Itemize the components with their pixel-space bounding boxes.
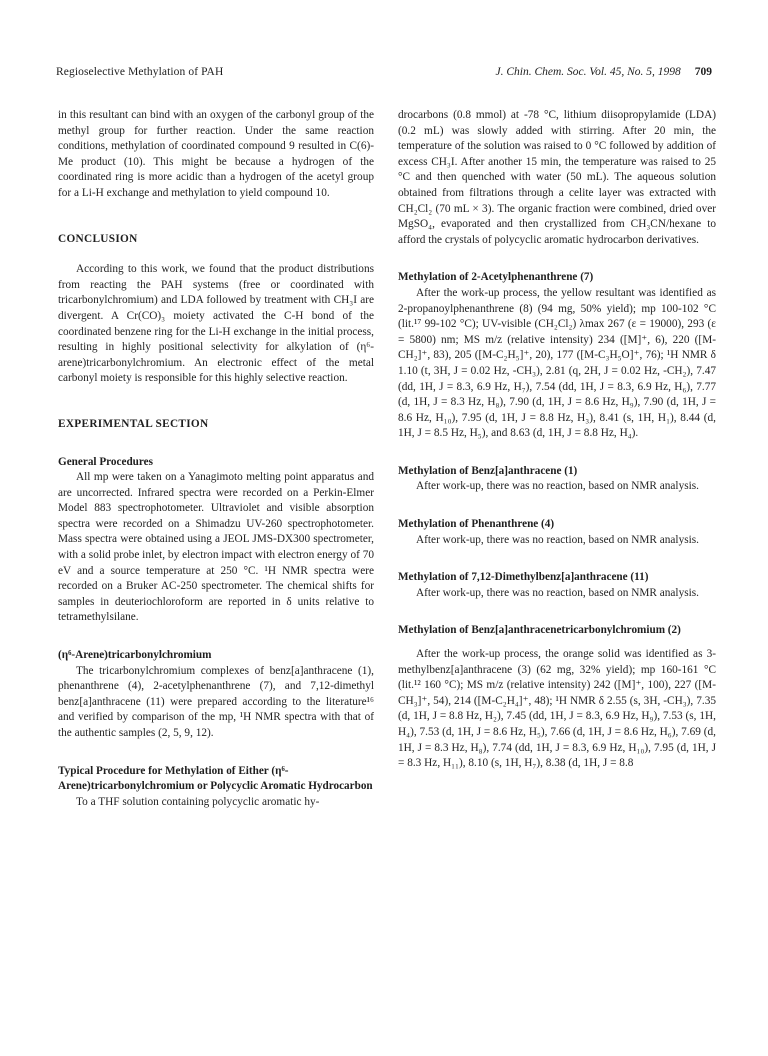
benzanthracene-heading: Methylation of Benz[a]anthracene (1) [398,464,578,477]
continued-paragraph: in this resultant can bind with an oxygen of the carbonyl group of the methyl group for further reaction. Under the same reaction conditions, methylation of coordinated compound 9 resulted in C(6)-Me product (10). This might be because a hydrogen of the coordinated ring is more acidic than a hydrogen of the acetyl group for a Li-H exchange and methylation to yield compound 10. [58,109,374,199]
left-column [58,108,374,810]
journal-citation [495,66,712,78]
typical-procedure-paragraph: To a THF solution containing polycyclic aromatic hy- [76,795,320,808]
general-procedures-paragraph: All mp were taken on a Yanagimoto melting point apparatus and are uncorrected. Infrared spectra were recorded on a Perkin-Elmer Model 883 spectrophotometer. Ultraviolet and visible absorption spectra were recorded on a Shimadzu UV-260 spectrophotometer. Mass spectra were obtained using a JEOL JMS-DX300 spectrometer, with a solid probe inlet, by electron impact with electron energy of 70 eV and a source temperature at 250 °C. ¹H NMR spectra were recorded on a Bruker AC-250 spectrometer. The chemical shifts for samples in deuteriochloroform are reported in δ units relative to tetramethylsilane. [58,471,374,624]
benzanthracene-chromium-heading: Methylation of Benz[a]anthracenetricarbonylchromium (2) [398,624,681,637]
experimental-heading: EXPERIMENTAL SECTION [58,417,209,430]
dimethylbenzanthracene-paragraph: After work-up, there was no reaction, based on NMR analysis. [416,586,699,599]
acetylphenanthrene-heading: Methylation of 2-Acetylphenanthrene (7) [398,271,594,284]
benzanthracene-chromium-paragraph: After the work-up process, the orange solid was identified as 3-methylbenz[a]anthracene (3) (62 mg, 32% yield); mp 160-161 °C (lit.¹² 160 °C); MS m/z (relative intensity) 242 ([M]⁺, 100), 227 ([M-CH₃]⁺, 54), 214 ([M-C₂H₄]⁺, 48); ¹H NMR δ 2.55 (s, 3H, -CH₃), 7.35 (d, 1H, J = 8.8 Hz, H₂), 7.45 (dd, 1H, J = 8.3, 6.9 Hz, H₉), 7.53 (s, 1H, H₄), 7.53 (d, 1H, J = 8.6 Hz, H₅), 7.66 (d, 1H, J = 8.6 Hz, H₆), 7.69 (d, 1H, J = 8.3 Hz, H₈), 7.74 (dd, 1H, J = 8.3, 6.9 Hz, H₁₀), 7.95 (d, 1H, J = 8.3 Hz, H₁₁), 8.10 (s, 1H, H₇), 8.38 (d, 1H, J = 8.8 [398,648,716,770]
conclusion-paragraph: According to this work, we found that the product distributions from reacting the PAH systems (free or coordinated with tricarbonylchromium) and LDA followed by treatment with CH₃I are divergent. A Cr(CO)₃ moiety activated the C-H bond of the coordinated benzene ring for the Li-H exchange in the initial process, resulting in highly positional selectivity for alkylation of (η⁶-arene)tricarbonylchromium. An electronic effect of the metal carbonyl moiety is responsible for this highly selective reaction. [58,263,374,385]
general-procedures-heading: General Procedures [58,455,153,468]
page-number: 709 [694,66,712,78]
running-title: Regioselective Methylation of PAH [56,66,224,78]
conclusion-heading: CONCLUSION [58,232,138,245]
typical-procedure-heading: Typical Procedure for Methylation of Either (η⁶-Arene)tricarbonylchromium or Polycyclic Aromatic Hydrocarbon [58,764,373,793]
dimethylbenzanthracene-heading: Methylation of 7,12-Dimethylbenz[a]anthracene (11) [398,571,649,584]
acetylphenanthrene-paragraph: After the work-up process, the yellow resultant was identified as 2-propanoylphenanthrene (8) (94 mg, 50% yield); mp 100-102 °C (lit.¹⁷ 99-102 °C); UV-visible (CH₂Cl₂) λmax 267 (ε = 19000), 293 (ε = 5800) nm; MS m/z (relative intensity) 234 ([M]⁺, 6), 220 ([M-CH₂]⁺, 83), 205 ([M-C₂H₅]⁺, 20), 177 ([M-C₃H₅O]⁺, 76); ¹H NMR δ 1.10 (t, 3H, J = 0.02 Hz, -CH₃), 2.81 (q, 2H, J = 0.02 Hz, -CH₂), 7.47 (dd, 1H, J = 8.3, 6.9 Hz, H₇), 7.54 (dd, 1H, J = 8.3, 6.9 Hz, H₆), 7.77 (d, 1H, J = 8.3 Hz, H₈), 7.90 (d, 1H, J = 8.6 Hz, H₉), 7.90 (d, 1H, J = 8.6 Hz, H₁₀), 7.95 (d, 1H, J = 8.8 Hz, H₃), 8.41 (s, 1H, H₁), 8.44 (d, 1H, J = 8.5 Hz, H₅), and 8.63 (d, 1H, J = 8.8 Hz, H₄). [398,286,716,440]
benzanthracene-paragraph: After work-up, there was no reaction, based on NMR analysis. [416,480,699,493]
arene-complex-heading: (η⁶-Arene)tricarbonylchromium [58,649,212,662]
phenanthrene-heading: Methylation of Phenanthrene (4) [398,518,555,531]
arene-complex-paragraph: The tricarbonylchromium complexes of benz[a]anthracene (1), phenanthrene (4), 2-acetylphenanthrene (7), and 7,12-dimethyl benz[a]anthracene (11) were prepared according to the literature¹⁶ and verified by comparison of the mp, ¹H NMR spectra with that of the authentic samples (2, 5, 9, 12). [58,664,374,739]
phenanthrene-paragraph: After work-up, there was no reaction, based on NMR analysis. [416,533,699,546]
citation-text: J. Chin. Chem. Soc. Vol. 45, No. 5, 1998 [495,66,681,78]
procedure-continued-paragraph: drocarbons (0.8 mmol) at -78 °C, lithium diisopropylamide (LDA) (0.2 mL) was slowly added with stirring. After 20 min, the temperature of the solution was raised to 0 °C followed by addition of excess CH₃I. After another 15 min, the temperature was raised to 25 °C and then quenched with water (50 mL). The aqueous solution obtained from filtrations through a celite layer was extracted with CH₂Cl₂ (70 mL × 3). The organic fraction were combined, dried over MgSO₄, evaporated and then crystallized from CH₃CN/hexane to afford the crystals of polycyclic aromatic hydrocarbon derivatives. [398,109,716,246]
right-column [398,108,716,772]
